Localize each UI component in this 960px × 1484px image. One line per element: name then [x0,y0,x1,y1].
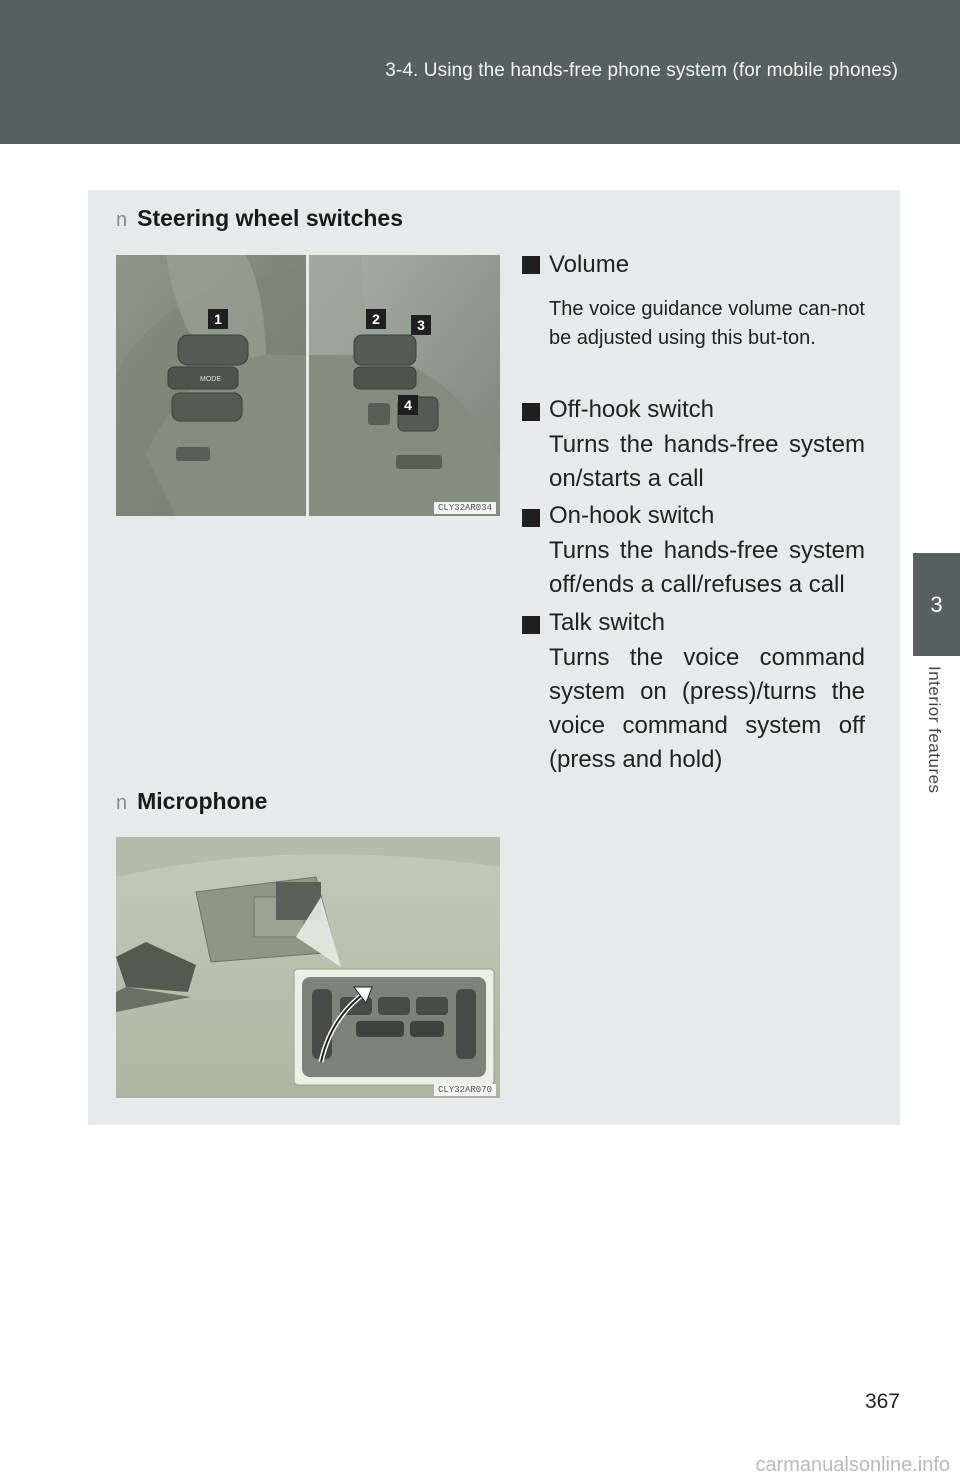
image-code: CLY32AR070 [434,1084,496,1096]
item-marker-2 [522,403,540,421]
microphone-heading [116,788,267,815]
chapter-tab: 3 [913,553,960,656]
item-desc-talk: Turns the voice command system on (press)/turns the voice command system off (press and hold) [549,644,865,773]
page-header [0,0,960,144]
image-code: CLY32AR034 [434,502,496,514]
item-title-on-hook: On-hook switch [549,502,715,529]
item-title-off-hook: Off-hook switch [549,396,714,423]
item-marker-1 [522,256,540,274]
bullet-icon: n [116,209,128,231]
steering-heading-text: Steering wheel switches [137,205,403,231]
steering-wheel-image [116,255,500,516]
item-desc-volume: The voice guidance volume can-not be adjusted using this but-ton. [549,298,865,349]
item-title-talk: Talk switch [549,609,666,636]
page-number: 367 [864,1390,900,1413]
section-title: 3-4. Using the hands-free phone system (for mobile phones) [385,60,898,81]
item-marker-3 [522,509,540,527]
microphone-heading-text: Microphone [137,788,268,814]
item-marker-4 [522,616,540,634]
bullet-icon: n [116,792,128,814]
callout-2: 2 [366,309,386,329]
callout-4: 4 [398,395,418,415]
callout-3: 3 [411,315,431,335]
microphone-illustration [116,837,500,1098]
svg-text:MODE: MODE [200,376,221,383]
steering-wheel-illustration [116,255,500,516]
callout-1: 1 [208,309,228,329]
microphone-image [116,837,500,1098]
watermark: carmanualsonline.info [755,1454,950,1476]
steering-heading [116,205,403,232]
chapter-label: Interior features [925,666,944,794]
item-desc-on-hook: Turns the hands-free system off/ends a call/refuses a call [549,537,865,598]
item-desc-off-hook: Turns the hands-free system on/starts a call [549,431,865,492]
item-title-volume: Volume [549,251,630,278]
